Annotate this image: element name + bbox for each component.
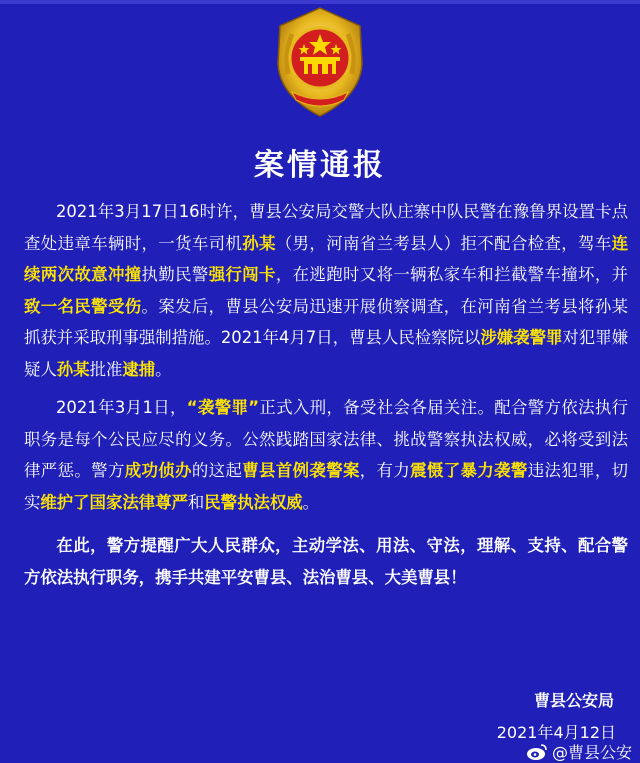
- paragraph-3-text: 在此，警方提醒广大人民群众，主动学法、用法、守法，理解、支持、配合警方依法执行职务，携手共建平安曹县、法治曹县、大美曹县！: [24, 536, 628, 587]
- watermark-text: @曹县公安: [551, 743, 632, 762]
- paragraph1-segment: 。案发后，曹县公安局迅速开展侦察调查，在河南省兰考县将孙某抓获并采取刑事强制措施。2021年4月7日，曹县人民检察院以: [24, 296, 629, 347]
- police-emblem-icon: [262, 4, 378, 120]
- paragraph1-segment: 连续两次故意冲撞: [24, 233, 629, 284]
- paragraph2-segment: 震慑了暴力袭警: [410, 461, 528, 480]
- paragraph1-segment: 逮捕: [122, 359, 156, 379]
- signature: 曹县公安局: [533, 691, 614, 710]
- paragraph2-segment: 正式入刑，备受社会各届关注。配合警方依法执行职务是每个公民应尽的义务。公然践踏国家法律、挑战警察执法权威，必将受到法律严惩。警方: [24, 398, 629, 480]
- paragraph1-segment: 。: [155, 359, 172, 379]
- weibo-icon: [526, 743, 548, 761]
- paragraph1-segment: 执勤民警: [141, 265, 209, 284]
- page-title: 案情通报: [254, 148, 386, 183]
- paragraph2-segment: 成功侦办: [124, 461, 192, 480]
- paragraph-1: [24, 196, 628, 385]
- paragraph2-segment: ，有力: [359, 461, 411, 480]
- paragraph2-segment: 2021年3月1日，: [56, 398, 187, 417]
- paragraph1-segment: 2021年3月17日16时许，曹县公安局交警大队庄寨中队民警在豫鲁界设置卡点查处违章车辆时，一货车司机: [24, 202, 628, 253]
- paragraph2-segment: 违法犯罪，切实: [24, 461, 629, 512]
- paragraph1-segment: 批准: [89, 359, 123, 379]
- paragraph2-segment: 维护了国家法律尊严: [40, 492, 188, 512]
- paragraph-3: [24, 530, 628, 593]
- paragraph2-segment: 。: [302, 492, 320, 512]
- paragraph1-segment: 孙某: [242, 233, 276, 253]
- paragraph-2: [24, 392, 628, 518]
- paragraph1-segment: 强行闯卡: [208, 265, 276, 284]
- paragraph1-segment: 涉嫌袭警罪: [480, 328, 563, 347]
- paragraph1-segment: 致一名民警受伤: [24, 296, 142, 316]
- paragraph2-segment: 民警执法权威: [204, 492, 303, 512]
- paragraph2-segment: 和: [187, 492, 205, 512]
- paragraph2-segment: “袭警罪”: [186, 398, 260, 417]
- paragraph2-segment: 的这起: [191, 461, 243, 480]
- paragraph1-segment: （男，河南省兰考县人）拒不配合检查，驾车: [275, 233, 612, 253]
- paragraph1-segment: ，在逃跑时又将一辆私家车和拦截警车撞坏，并: [275, 265, 629, 284]
- paragraph1-segment: 对犯罪嫌疑人: [24, 328, 628, 379]
- issue-date: 2021年4月12日: [496, 723, 616, 742]
- paragraph1-segment: 孙某: [56, 359, 90, 379]
- watermark: [526, 740, 632, 763]
- paragraph2-segment: 曹县首例袭警案: [242, 461, 360, 480]
